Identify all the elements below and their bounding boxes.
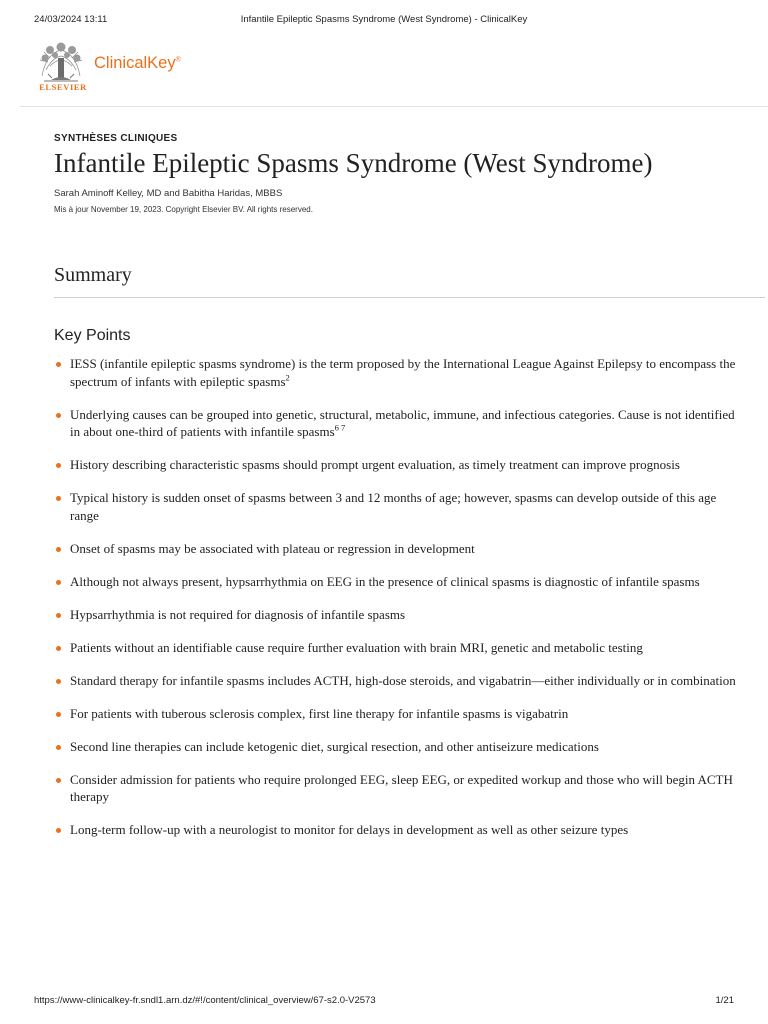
key-point-item (54, 821, 744, 839)
bullet-icon (56, 413, 61, 418)
key-point-text: IESS (infantile epileptic spasms syndrome) is the term proposed by the International League Against Epilepsy to encompass the spectrum of infants with epileptic spasms (70, 356, 736, 389)
key-point-text: Long-term follow-up with a neurologist to monitor for delays in development as well as other seizure types (70, 822, 629, 837)
key-point-item (54, 355, 744, 390)
key-point-text: Second line therapies can include ketogenic diet, surgical resection, and other antiseizure medications (70, 738, 599, 754)
article-header (54, 133, 766, 214)
bullet-icon (56, 613, 61, 618)
key-points-list (54, 355, 744, 854)
bullet-icon (56, 646, 61, 651)
key-point-item (54, 738, 744, 756)
key-point-text: Although not always present, hypsarrhythmia on EEG in the presence of clinical spasms is diagnostic of infantile spasms (70, 573, 700, 589)
key-point-item (54, 771, 744, 806)
article-title: Infantile Epileptic Spasms Syndrome (West Syndrome) (54, 148, 653, 178)
key-point-text: History describing characteristic spasms should prompt urgent evaluation, as timely treatment can improve prognosis (70, 457, 680, 472)
brand-name: ClinicalKey (94, 54, 176, 72)
bullet-icon (56, 463, 61, 468)
bullet-icon (56, 828, 61, 833)
print-page-title: Infantile Epileptic Spasms Syndrome (West Syndrome) - ClinicalKey (240, 14, 528, 25)
key-point-item (54, 456, 744, 474)
print-page-number: 1/21 (715, 995, 734, 1006)
summary-heading: Summary (54, 264, 132, 286)
print-datetime: 24/03/2024 13:11 (34, 14, 108, 25)
elsevier-tree-icon (36, 40, 86, 84)
key-points-heading: Key Points (54, 327, 131, 344)
article-updated: Mis à jour November 19, 2023. Copyright Elsevier BV. All rights reserved. (54, 205, 313, 214)
key-point-text: Consider admission for patients who require prolonged EEG, sleep EEG, or expedited workup and those who will begin ACTH therapy (70, 771, 733, 804)
key-point-item (54, 489, 744, 524)
key-point-text: Standard therapy for infantile spasms includes ACTH, high-dose steroids, and vigabatrin—either individually or in combination (70, 672, 736, 688)
bullet-icon (56, 778, 61, 783)
reference-link[interactable]: 6 7 (334, 422, 346, 433)
key-point-text: Hypsarrhythmia is not required for diagnosis of infantile spasms (70, 606, 406, 622)
bullet-icon (56, 362, 61, 367)
summary-divider (54, 297, 765, 298)
article-authors: Sarah Aminoff Kelley, MD and Babitha Haridas, MBBS (54, 188, 283, 199)
bullet-icon (56, 496, 61, 501)
key-point-text: Patients without an identifiable cause require further evaluation with brain MRI, genetic and metabolic testing (70, 639, 643, 655)
clinicalkey-wordmark (94, 54, 181, 73)
bullet-icon (56, 580, 61, 585)
key-point-item (54, 639, 744, 657)
article-category: SYNTHÈSES CLINIQUES (54, 133, 178, 144)
print-url[interactable]: https://www-clinicalkey-fr.sndl1.arn.dz/#!/content/clinical_overview/67-s2.0-V2573 (34, 995, 376, 1006)
bullet-icon (56, 679, 61, 684)
trademark: ® (175, 56, 181, 64)
key-point-text: Typical history is sudden onset of spasms between 3 and 12 months of age; however, spasms can develop outside of this age range (70, 490, 717, 523)
key-point-item (54, 672, 744, 690)
key-point-text: Onset of spasms may be associated with plateau or regression in development (70, 540, 475, 556)
key-point-text: Underlying causes can be grouped into genetic, structural, metabolic, immune, and infectious categories. Cause is not identified in about one-third of patients with infantile spasms (70, 406, 735, 439)
key-point-text: For patients with tuberous sclerosis complex, first line therapy for infantile spasms is vigabatrin (70, 705, 569, 721)
key-point-item (54, 540, 744, 558)
key-point-item (54, 705, 744, 723)
clinicalkey-logo[interactable] (34, 40, 234, 96)
bullet-icon (56, 745, 61, 750)
key-point-item (54, 573, 744, 591)
key-point-item (54, 406, 744, 441)
elsevier-wordmark: ELSEVIER (39, 82, 87, 92)
bullet-icon (56, 547, 61, 552)
reference-link[interactable]: 2 (285, 372, 290, 383)
key-point-item (54, 606, 744, 624)
bullet-icon (56, 712, 61, 717)
header-divider (20, 106, 768, 107)
